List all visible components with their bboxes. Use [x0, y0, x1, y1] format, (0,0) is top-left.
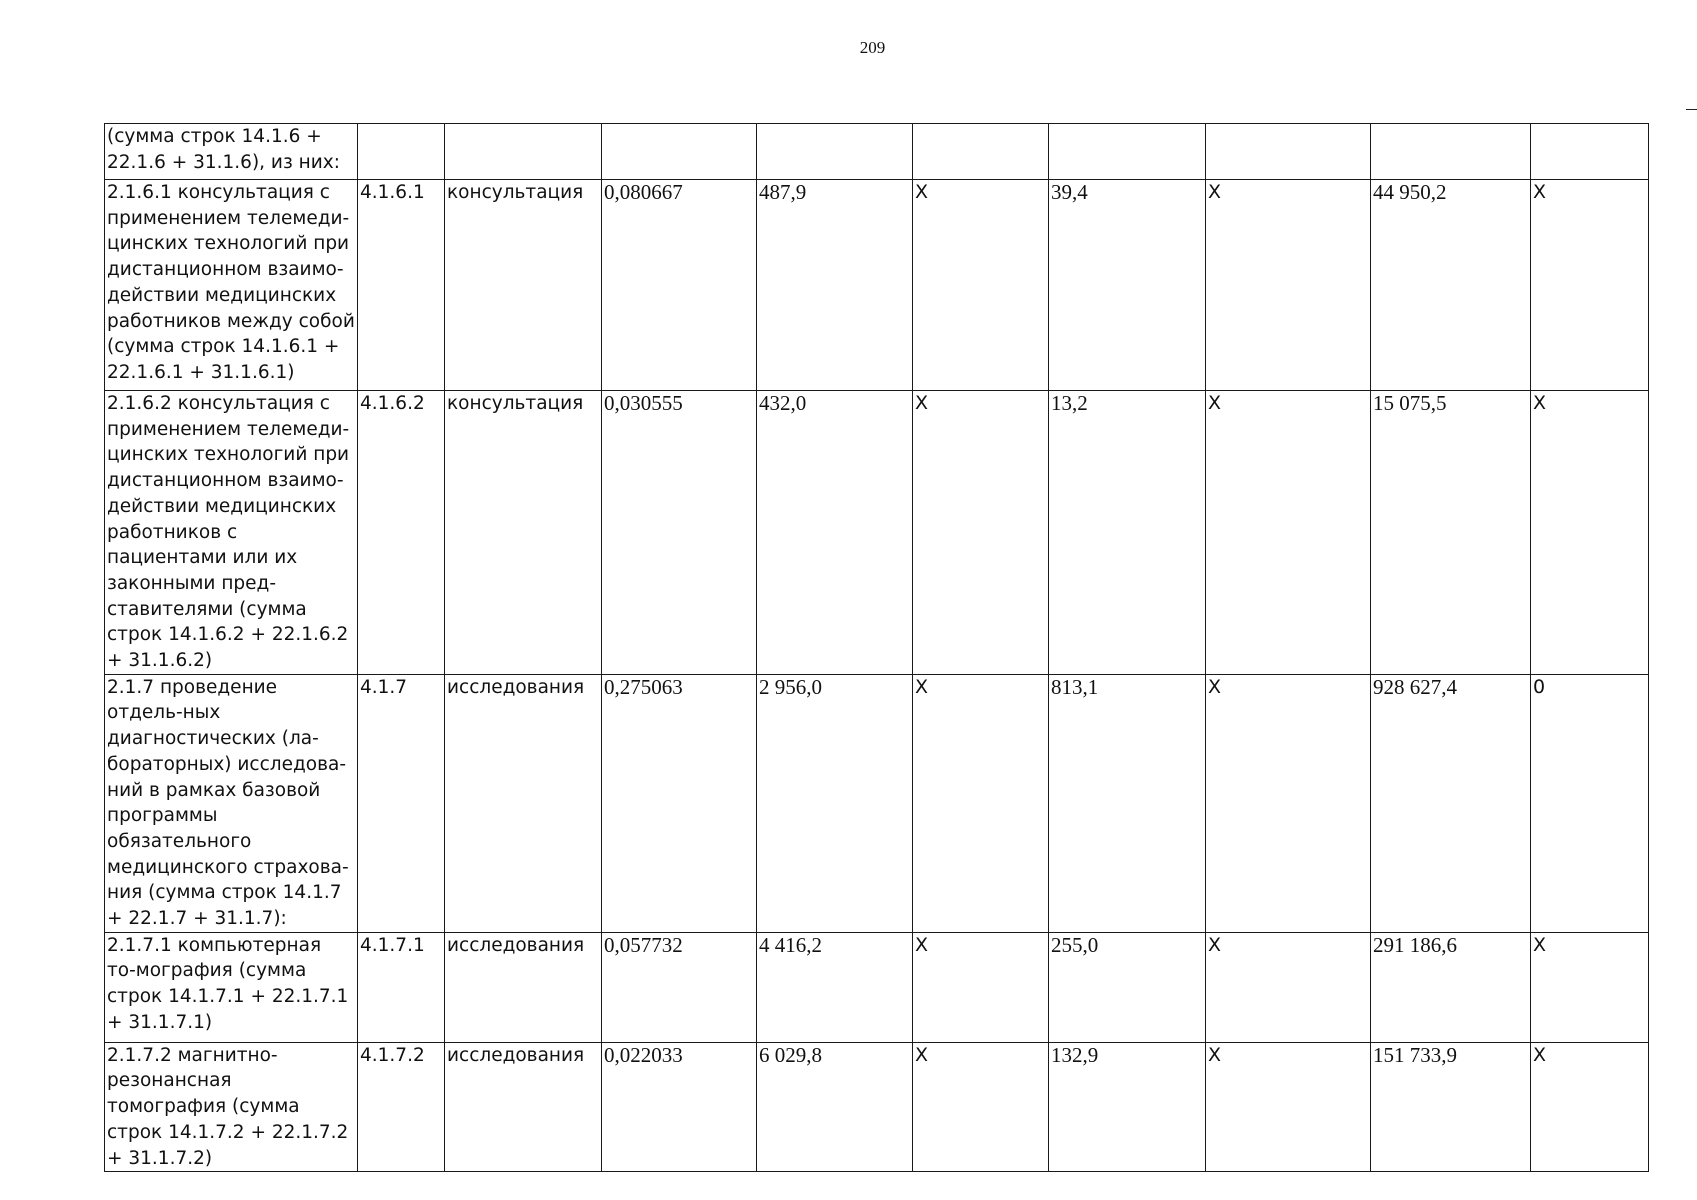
row-col7-cell: 13,2 [1049, 391, 1206, 675]
row-col10-cell: 0 [1531, 674, 1649, 932]
row-col7-cell: 813,1 [1049, 674, 1206, 932]
data-table [104, 123, 1649, 1172]
row-col8-cell [1206, 124, 1371, 180]
row-col6-cell: X [913, 674, 1049, 932]
row-col7-cell [1049, 124, 1206, 180]
row-col7-cell: 255,0 [1049, 932, 1206, 1042]
row-col6-cell [913, 124, 1049, 180]
row-name-cell: (сумма строк 14.1.6 + 22.1.6 + 31.1.6), из них: [105, 124, 358, 180]
row-unit-cell [445, 124, 602, 180]
row-col6-cell: X [913, 932, 1049, 1042]
table-row [105, 391, 1649, 675]
row-name-cell: 2.1.7 проведение отдель-ных диагностических (ла-бораторных) исследова-ний в рамках базовой программы обязательного медицинского страхова-ния (сумма строк 14.1.7 + 22.1.7 + 31.1.7): [105, 674, 358, 932]
row-unit-cell: исследования [445, 674, 602, 932]
row-col8-cell: X [1206, 1042, 1371, 1172]
row-code-cell: 4.1.6.2 [358, 391, 445, 675]
row-col9-cell: 15 075,5 [1371, 391, 1531, 675]
row-col9-cell: 151 733,9 [1371, 1042, 1531, 1172]
row-cost-cell: 6 029,8 [757, 1042, 913, 1172]
row-cost-cell: 2 956,0 [757, 674, 913, 932]
row-code-cell: 4.1.7.1 [358, 932, 445, 1042]
row-col10-cell: X [1531, 391, 1649, 675]
row-norm-cell: 0,080667 [602, 180, 757, 391]
row-cost-cell: 487,9 [757, 180, 913, 391]
row-name-cell: 2.1.6.1 консультация с применением телемеди-цинских технологий при дистанционном взаимо-действии медицинских работников между собой (сумма строк 14.1.6.1 + 22.1.6.1 + 31.1.6.1) [105, 180, 358, 391]
row-unit-cell: консультация [445, 180, 602, 391]
row-col10-cell: X [1531, 932, 1649, 1042]
row-col7-cell: 132,9 [1049, 1042, 1206, 1172]
row-cost-cell: 4 416,2 [757, 932, 913, 1042]
table-row [105, 674, 1649, 932]
row-norm-cell: 0,057732 [602, 932, 757, 1042]
table-row [105, 1042, 1649, 1172]
row-name-cell: 2.1.7.1 компьютерная то-мография (сумма строк 14.1.7.1 + 22.1.7.1 + 31.1.7.1) [105, 932, 358, 1042]
row-col6-cell: X [913, 1042, 1049, 1172]
row-col9-cell: 928 627,4 [1371, 674, 1531, 932]
table-row [105, 124, 1649, 180]
row-name-cell: 2.1.7.2 магнитно-резонансная томография (сумма строк 14.1.7.2 + 22.1.7.2 + 31.1.7.2) [105, 1042, 358, 1172]
row-cost-cell [757, 124, 913, 180]
table-row [105, 180, 1649, 391]
row-col7-cell: 39,4 [1049, 180, 1206, 391]
row-col9-cell [1371, 124, 1531, 180]
table-row [105, 932, 1649, 1042]
page-number: 209 [859, 38, 886, 57]
row-code-cell: 4.1.6.1 [358, 180, 445, 391]
row-col8-cell: X [1206, 391, 1371, 675]
table-body [105, 124, 1649, 1172]
row-col8-cell: X [1206, 180, 1371, 391]
row-unit-cell: консультация [445, 391, 602, 675]
row-col9-cell: 291 186,6 [1371, 932, 1531, 1042]
row-norm-cell: 0,275063 [602, 674, 757, 932]
row-cost-cell: 432,0 [757, 391, 913, 675]
row-col10-cell: X [1531, 1042, 1649, 1172]
row-norm-cell: 0,022033 [602, 1042, 757, 1172]
row-col10-cell: X [1531, 180, 1649, 391]
row-code-cell: 4.1.7 [358, 674, 445, 932]
row-code-cell: 4.1.7.2 [358, 1042, 445, 1172]
row-col9-cell: 44 950,2 [1371, 180, 1531, 391]
row-col8-cell: X [1206, 674, 1371, 932]
row-code-cell [358, 124, 445, 180]
row-name-cell: 2.1.6.2 консультация с применением телемеди-цинских технологий при дистанционном взаимо-действии медицинских работников с пациентами или их законными пред-ставителями (сумма строк 14.1.6.2 + 22.1.6.2 + 31.1.6.2) [105, 391, 358, 675]
row-col6-cell: X [913, 391, 1049, 675]
row-norm-cell: 0,030555 [602, 391, 757, 675]
row-unit-cell: исследования [445, 1042, 602, 1172]
edge-mark [1686, 109, 1697, 110]
row-norm-cell [602, 124, 757, 180]
row-col8-cell: X [1206, 932, 1371, 1042]
row-col6-cell: X [913, 180, 1049, 391]
row-unit-cell: исследования [445, 932, 602, 1042]
row-col10-cell [1531, 124, 1649, 180]
